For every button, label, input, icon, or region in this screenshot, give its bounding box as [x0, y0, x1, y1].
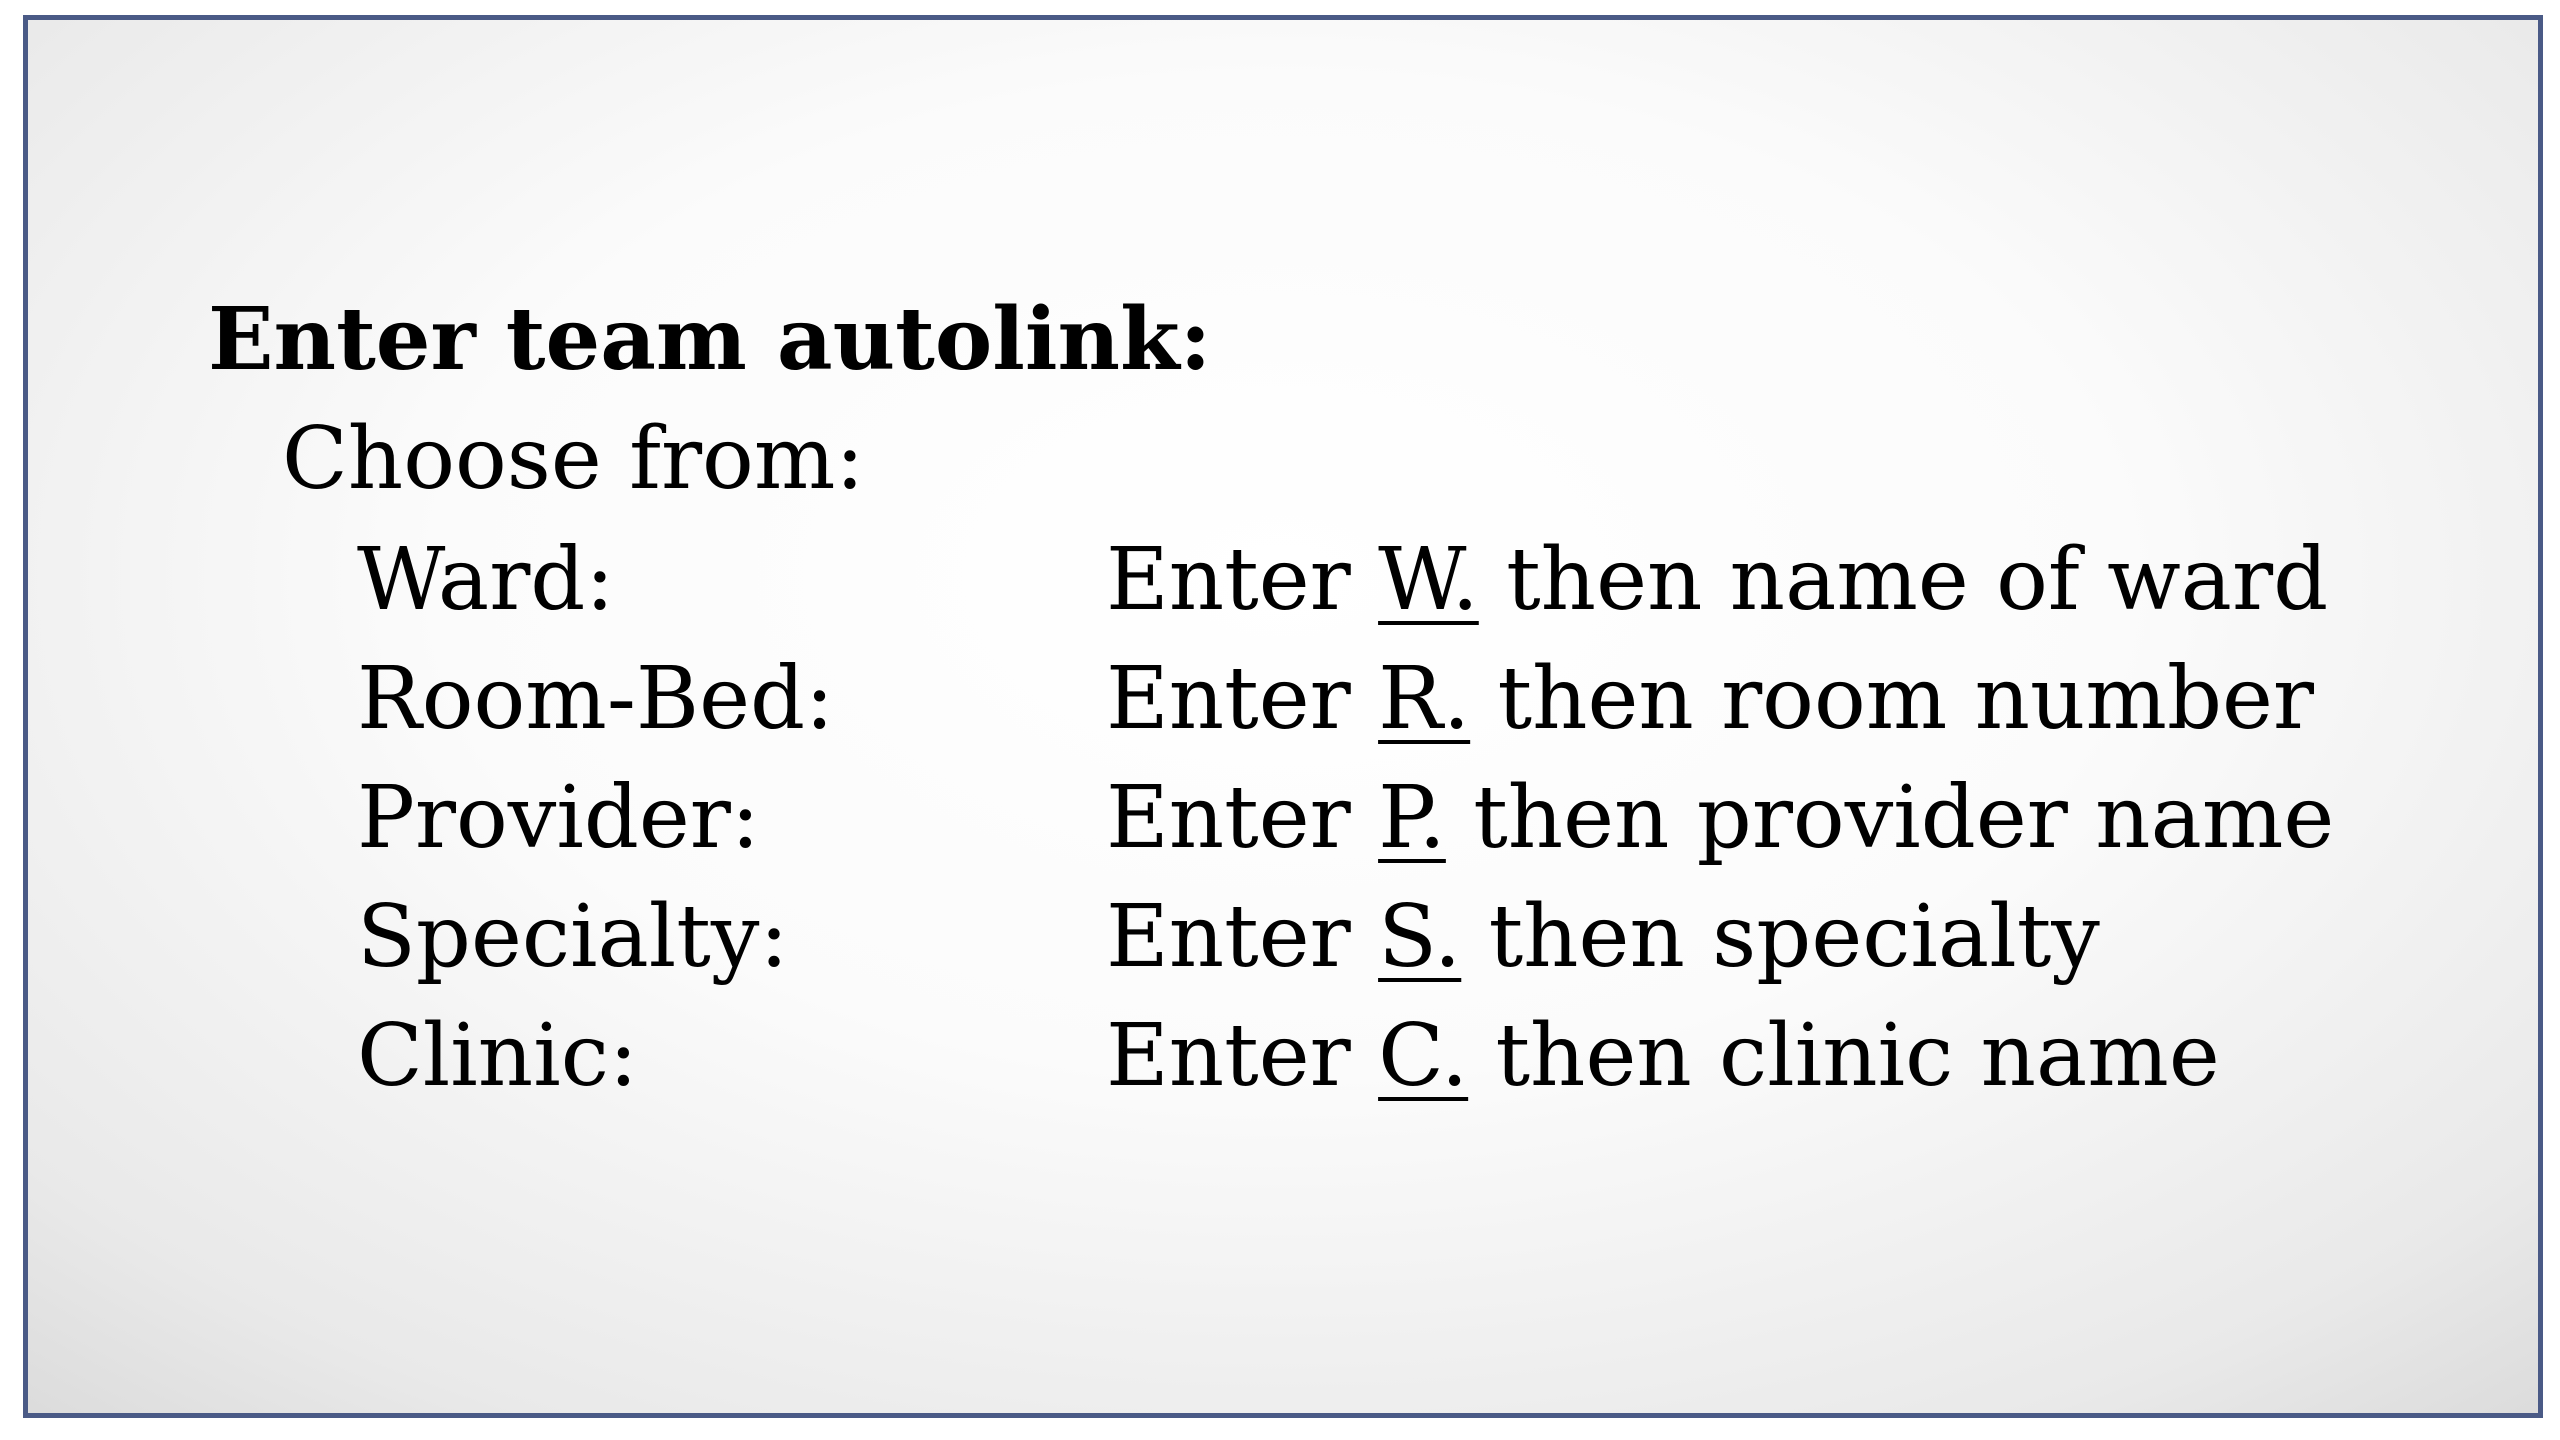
instruction-prefix: Enter: [1106, 767, 1379, 868]
instruction-prefix: Enter: [1106, 648, 1379, 749]
instruction-prefix: Enter: [1106, 529, 1379, 630]
option-label-ward: Ward:: [357, 529, 615, 630]
option-code-room-bed: R.: [1378, 648, 1471, 749]
option-instruction-specialty: [1106, 887, 2100, 987]
option-row-ward: [357, 520, 2357, 639]
option-code-clinic: C.: [1378, 1005, 1469, 1106]
instruction-prefix: Enter: [1106, 886, 1379, 987]
option-instruction-clinic: [1106, 1006, 2220, 1106]
option-label-room-bed: Room-Bed:: [357, 648, 835, 749]
instruction-suffix: then name of ward: [1478, 529, 2329, 630]
slide-frame: [23, 15, 2543, 1418]
instruction-prefix: Enter: [1106, 1005, 1379, 1106]
subheading: Choose from:: [282, 409, 865, 509]
option-row-specialty: [357, 877, 2357, 996]
option-code-specialty: S.: [1378, 886, 1462, 987]
instruction-suffix: then specialty: [1461, 886, 2100, 987]
instruction-suffix: then provider name: [1445, 767, 2335, 868]
instruction-suffix: then clinic name: [1468, 1005, 2220, 1106]
option-label-provider: Provider:: [357, 767, 760, 868]
option-instruction-room-bed: [1106, 649, 2314, 749]
option-label-clinic: Clinic:: [357, 1005, 638, 1106]
page-title: Enter team autolink:: [208, 289, 1212, 390]
autolink-options-list: [357, 520, 2357, 1115]
option-instruction-ward: [1106, 530, 2328, 630]
option-row-room-bed: [357, 639, 2357, 758]
option-row-provider: [357, 758, 2357, 877]
option-code-provider: P.: [1378, 767, 1446, 868]
option-code-ward: W.: [1378, 529, 1479, 630]
instruction-suffix: then room number: [1470, 648, 2315, 749]
option-label-specialty: Specialty:: [357, 886, 789, 987]
option-instruction-provider: [1106, 768, 2334, 868]
option-row-clinic: [357, 996, 2357, 1115]
